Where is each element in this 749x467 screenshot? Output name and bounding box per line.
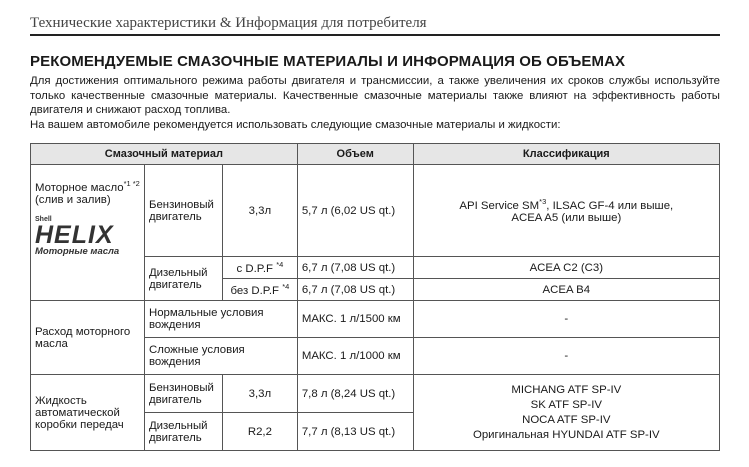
- atf-class-item: MICHANG ATF SP-IV: [511, 383, 622, 396]
- header-class: Классификация: [413, 144, 719, 165]
- engine-oil-sublabel: (слив и залив): [35, 193, 111, 206]
- atf-class-item: NOCA ATF SP-IV: [522, 413, 611, 426]
- header-material: Смазочный материал: [31, 144, 298, 165]
- normal-condition-cell: Нормальные условия вождения: [144, 301, 297, 338]
- class-footnote: *3: [539, 197, 547, 207]
- shell-helix-logo: [35, 216, 131, 257]
- severe-volume-cell: МАКС. 1 л/1000 км: [297, 338, 413, 375]
- petrol-volume-cell: 5,7 л (6,02 US qt.): [297, 165, 413, 257]
- engine-oil-cell: [31, 165, 145, 301]
- atf-petrol-spec-cell: 3,3л: [222, 375, 297, 413]
- intro-paragraph: Для достижения оптимального режима работы двигателя и трансмиссии, а также увеличения их сроков службы используйте только качественные смазочные материалы. Качественные смазочные материалы также влияют на эффективность работы двигателя и снижают расход топлива.: [30, 75, 720, 116]
- class-text: API Service SM: [459, 199, 540, 212]
- diesel-engine-cell: Дизельный двигатель: [144, 257, 222, 301]
- dpf-footnote: *4: [276, 260, 284, 270]
- logo-helix: HELIX: [35, 220, 114, 249]
- petrol-spec-cell: 3,3л: [222, 165, 297, 257]
- engine-oil-footnote: *1 *2: [123, 179, 140, 188]
- table-header-row: [31, 144, 720, 165]
- atf-class-item: Оригинальная HYUNDAI ATF SP-IV: [472, 428, 660, 441]
- class-text-2: ACEA A5 (или выше): [511, 211, 622, 224]
- lubricants-table: [30, 143, 720, 451]
- section-title: РЕКОМЕНДУЕМЫЕ СМАЗОЧНЫЕ МАТЕРИАЛЫ И ИНФОРМАЦИЯ ОБ ОБЪЕМАХ: [30, 53, 626, 70]
- logo-subtitle: Моторные масла: [35, 245, 120, 257]
- atf-diesel-spec-cell: R2,2: [222, 413, 297, 451]
- intro-paragraph-2: На вашем автомобиле рекомендуется использовать следующие смазочные материалы и жидкости:: [30, 118, 561, 131]
- severe-condition-cell: Сложные условия вождения: [144, 338, 297, 375]
- engine-oil-label: Моторное масло: [35, 181, 124, 194]
- petrol-engine-cell: Бензиновый двигатель: [144, 165, 222, 257]
- dpf-class-cell: ACEA C2 (C3): [413, 257, 719, 279]
- nodpf-class-cell: ACEA B4: [413, 279, 719, 301]
- atf-diesel-volume-cell: 7,7 л (8,13 US qt.): [297, 413, 413, 451]
- severe-class-cell: -: [413, 338, 719, 375]
- intro-text: [30, 74, 720, 132]
- table-row: [31, 375, 720, 413]
- header-volume: Объем: [297, 144, 413, 165]
- oil-consumption-cell: Расход моторного масла: [31, 301, 145, 375]
- normal-class-cell: -: [413, 301, 719, 338]
- atf-diesel-engine-cell: Дизельный двигатель: [144, 413, 222, 451]
- class-text-tail: , ILSAC GF-4 или выше,: [546, 199, 674, 212]
- atf-class-item: SK ATF SP-IV: [530, 398, 602, 411]
- logo-shell: Shell: [35, 215, 52, 223]
- petrol-class-cell: [413, 165, 719, 257]
- normal-volume-cell: МАКС. 1 л/1500 км: [297, 301, 413, 338]
- nodpf-volume-cell: 6,7 л (7,08 US qt.): [297, 279, 413, 301]
- atf-cell: Жидкость автоматической коробки передач: [31, 375, 145, 451]
- atf-petrol-engine-cell: Бензиновый двигатель: [144, 375, 222, 413]
- table-row: [31, 165, 720, 257]
- nodpf-footnote: *4: [282, 282, 290, 292]
- dpf-volume-cell: 6,7 л (7,08 US qt.): [297, 257, 413, 279]
- atf-class-cell: [413, 375, 719, 451]
- table-row: [31, 301, 720, 338]
- atf-petrol-volume-cell: 7,8 л (8,24 US qt.): [297, 375, 413, 413]
- page-header: Технические характеристики & Информация для потребителя: [30, 14, 720, 36]
- dpf-spec-cell: [222, 257, 297, 279]
- nodpf-spec: без D.P.F: [230, 284, 280, 297]
- dpf-spec: с D.P.F: [236, 262, 274, 275]
- nodpf-spec-cell: [222, 279, 297, 301]
